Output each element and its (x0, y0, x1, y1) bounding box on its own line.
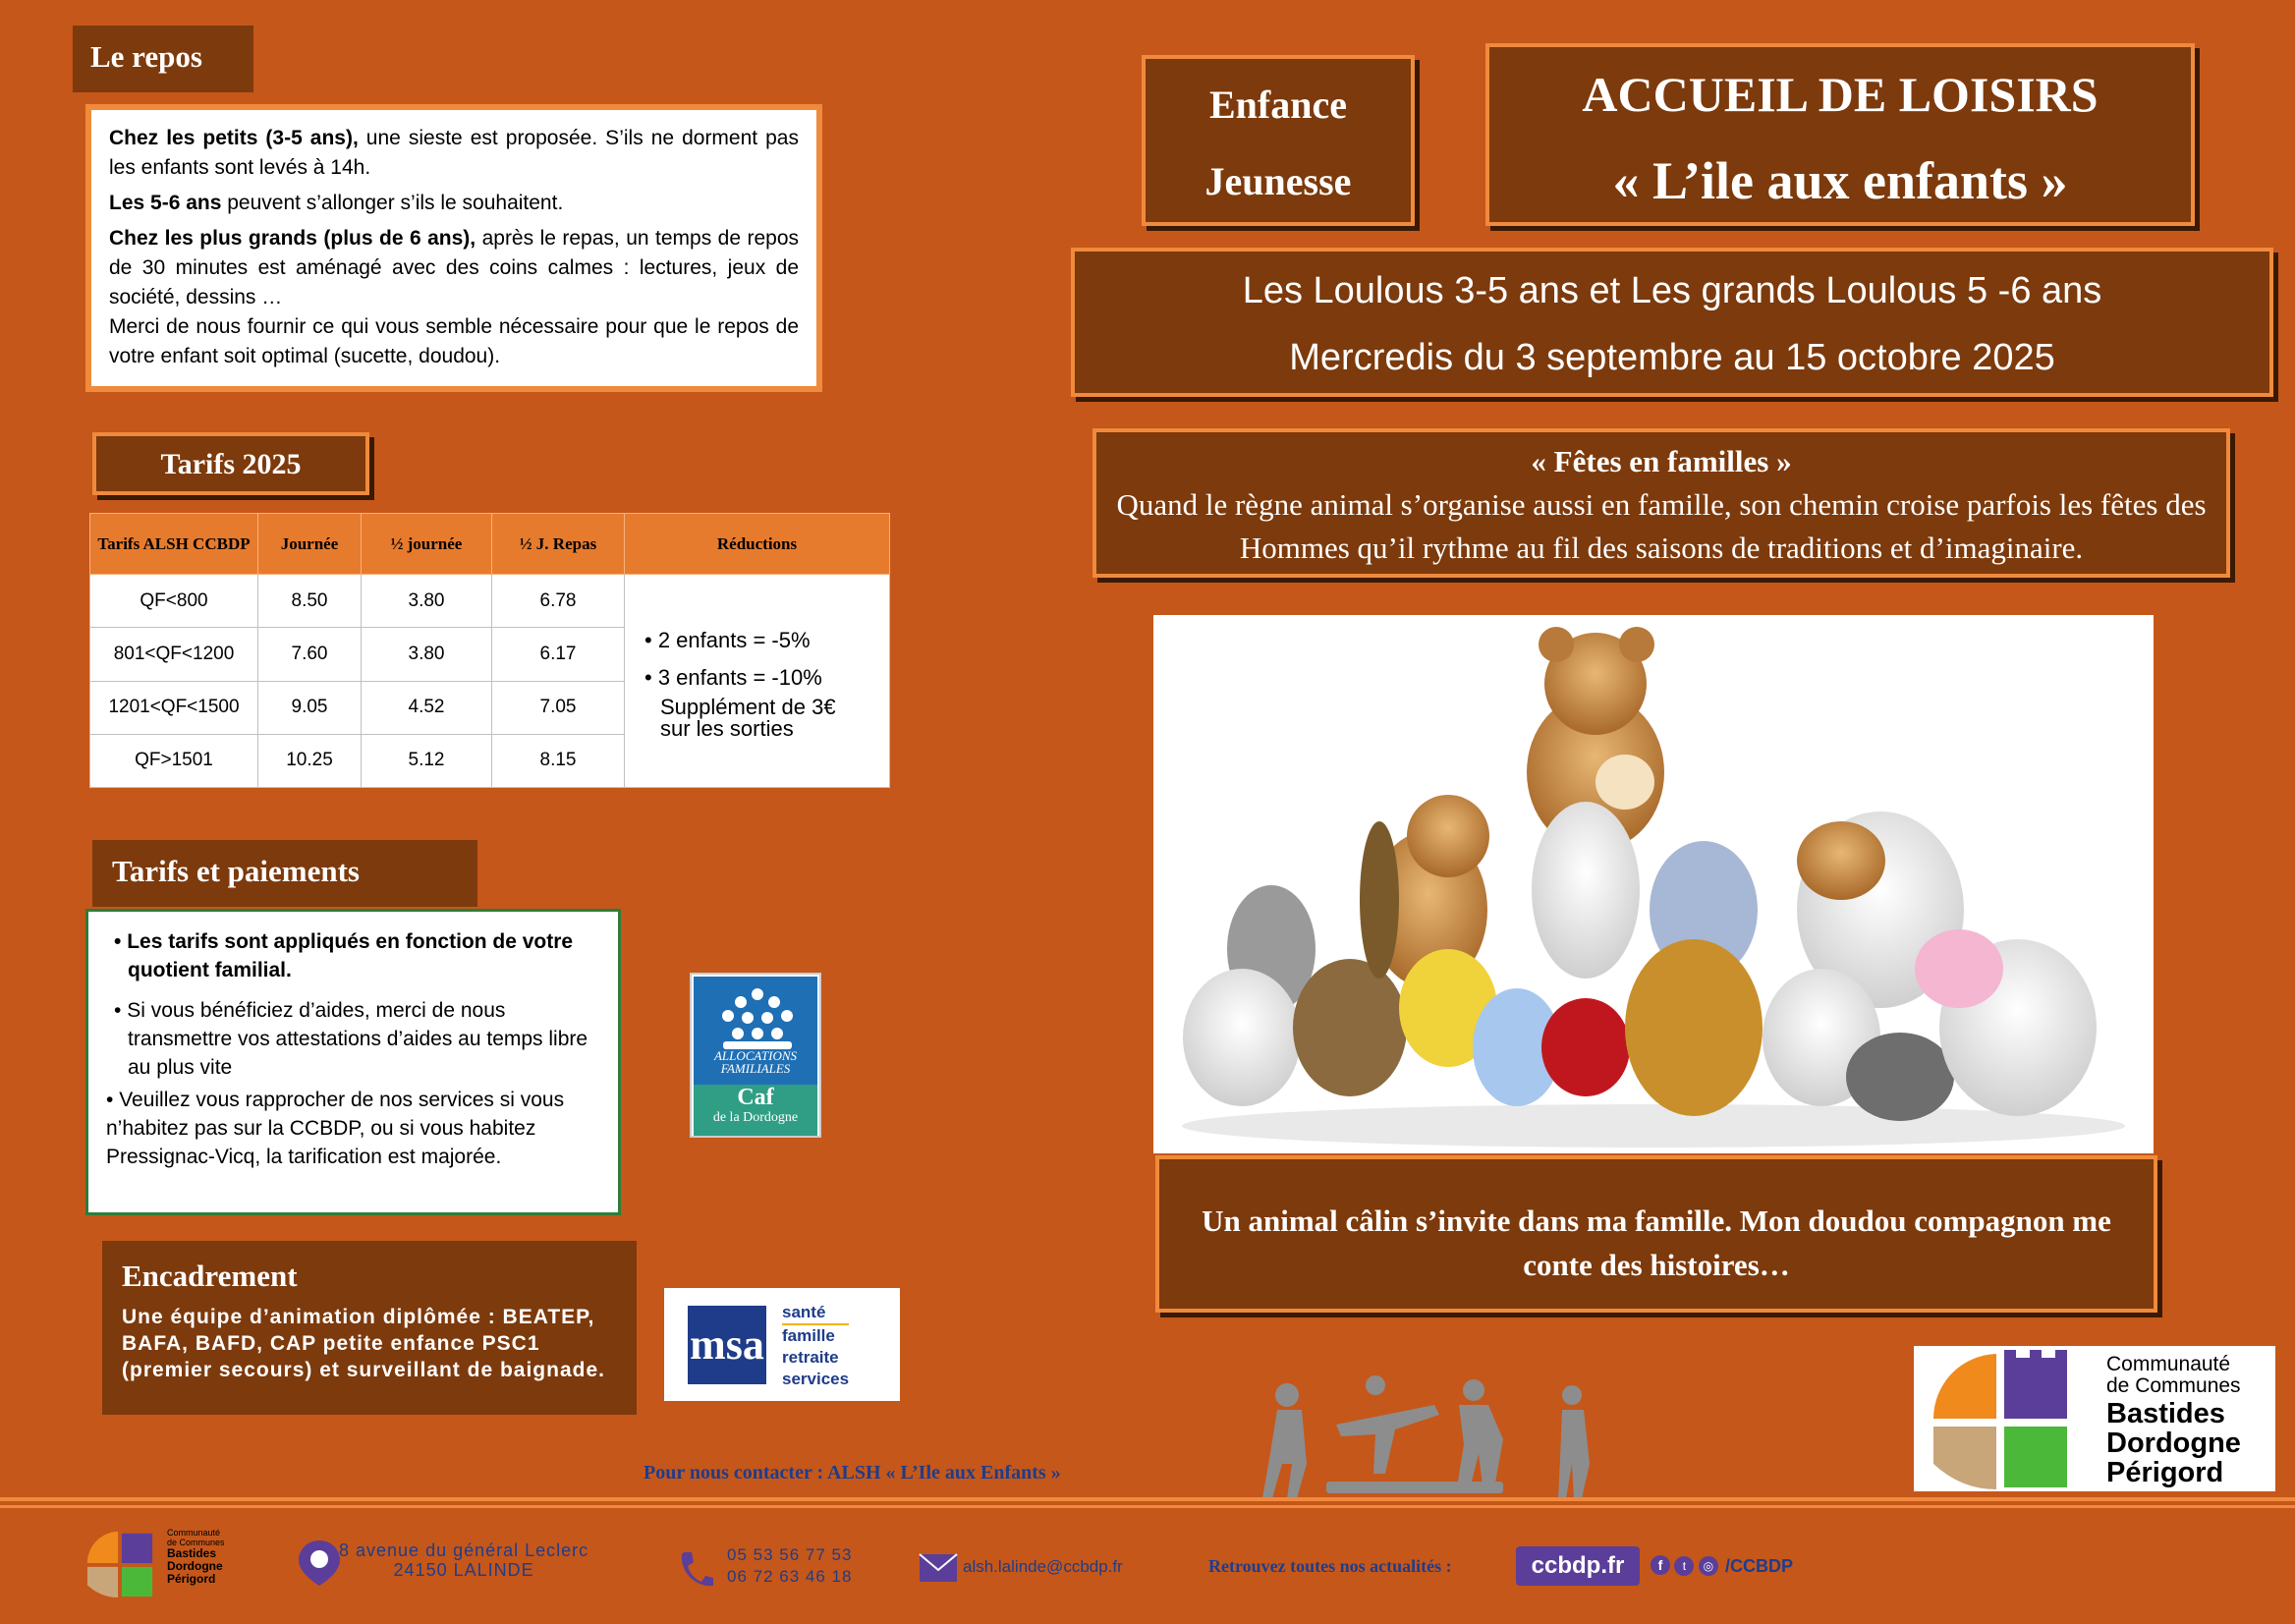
table-row: 801<QF<1200 7.60 3.80 6.17 (90, 628, 890, 681)
repos-paragraph: Chez les petits (3-5 ans), une sieste est proposée. S’ils ne dorment pas les enfants sont levés à 14h. (109, 127, 799, 179)
location-pin-icon (297, 1539, 342, 1588)
footer-divider (0, 1505, 2295, 1508)
animal-calin-box: Un animal câlin s’invite dans ma famille. Mon doudou compagnon me conte des histoires… (1155, 1155, 2157, 1313)
repos-title: Le repos (69, 22, 257, 96)
website-badge[interactable]: ccbdp.fr (1516, 1546, 1640, 1586)
table-row: QF<800 8.50 3.80 6.78 • 2 enfants = -5% • 3 enfants = -10% Supplément de 3€ sur les sorties (90, 575, 890, 628)
ccbdp-logo: Communauté de Communes Bastides Dordogne Périgord (1914, 1346, 2275, 1491)
tarifs-title: Tarifs 2025 (92, 432, 369, 495)
table-header: Réductions (625, 514, 890, 575)
footer-logo: Communauté de Communes Bastides Dordogne Périgord (84, 1528, 252, 1598)
instagram-icon[interactable]: ◎ (1699, 1556, 1718, 1576)
paiements-title: Tarifs et paiements (88, 836, 481, 911)
table-header: Tarifs ALSH CCBDP (90, 514, 258, 575)
facebook-icon[interactable]: f (1651, 1555, 1670, 1575)
phone-icon (676, 1548, 715, 1592)
twitter-icon[interactable]: t (1674, 1556, 1694, 1576)
table-header: ½ journée (362, 514, 492, 575)
address: 8 avenue du général Leclerc 24150 LALINDE (339, 1540, 589, 1580)
contact-title: Pour nous contacter : ALSH « L’Ile aux Enfants » (644, 1462, 1061, 1484)
table-row: QF>1501 10.25 5.12 8.15 (90, 734, 890, 787)
page-title: ACCUEIL DE LOISIRS « L’ile aux enfants » (1485, 43, 2195, 226)
msa-logo: msa santé famille retraite services (664, 1288, 900, 1401)
repos-box (85, 104, 822, 392)
list-item: • Veuillez vous rapprocher de nos services si vous n’habitez pas sur la CCBDP, ou si vous habitez Pressignac-Vicq, la tarification est majorée. (106, 1089, 565, 1168)
repos-paragraph: Chez les plus grands (plus de 6 ans), après le repas, un temps de repos de 30 minutes est aménagé avec des coins calmes : lectures, jeux de société, dessins … (109, 227, 800, 308)
list-item: • Les tarifs sont appliqués en fonction de votre quotient familial. (114, 930, 574, 981)
social-icons (1651, 1555, 1718, 1577)
email-link[interactable]: alsh.lalinde@ccbdp.fr (963, 1557, 1123, 1576)
fetes-box: « Fêtes en familles » Quand le règne animal s’organise aussi en famille, son chemin croise parfois les fêtes des Hommes qu’il rythme au fil des saisons de traditions et d’imaginaire. (1092, 428, 2230, 578)
ccbdp-emblem-icon (1931, 1346, 2069, 1491)
encadrement-title: Encadrement (122, 1259, 298, 1293)
social-handle: /CCBDP (1725, 1556, 1794, 1576)
children-silhouettes-icon (1248, 1366, 1621, 1503)
ccbdp-emblem-icon (84, 1528, 155, 1598)
table-header: Journée (258, 514, 362, 575)
plush-toys-image (1153, 615, 2154, 1153)
encadrement-box (100, 1239, 639, 1417)
repos-paragraph: Les 5-6 ans peuvent s’allonger s’ils le souhaitent. (109, 192, 564, 214)
caf-logo: ALLOCATIONS FAMILIALES Caf de la Dordogne (690, 973, 821, 1138)
table-header: ½ J. Repas (492, 514, 625, 575)
email-icon (919, 1553, 958, 1583)
encadrement-text: Une équipe d’animation diplômée : BEATEP, BAFA, BAFD, CAP petite enfance PSC1 (premier secours) et surveillant de baignade. (122, 1306, 605, 1381)
social-label: Retrouvez toutes nos actualités : (1208, 1556, 1452, 1576)
repos-paragraph: Merci de nous fournir ce qui vous semble nécessaire pour que le repos de votre enfant soit optimal (sucette, doudou). (109, 315, 799, 367)
teddy-bears-icon (1153, 615, 2154, 1153)
list-item: • Si vous bénéficiez d’aides, merci de nous transmettre vos attestations d’aides au temps libre au plus vite (114, 999, 588, 1079)
phone-numbers: 05 53 56 77 53 06 72 63 46 18 (727, 1545, 853, 1586)
subtitle-banner: Les Loulous 3-5 ans et Les grands Loulous 5 -6 ans Mercredis du 3 septembre au 15 octobre 2025 (1071, 248, 2273, 397)
enfance-jeunesse-tag: Enfance Jeunesse (1142, 55, 1415, 226)
tarifs-table (89, 513, 890, 788)
reductions-cell: • 2 enfants = -5% • 3 enfants = -10% Supplément de 3€ sur les sorties (625, 575, 890, 788)
table-row: 1201<QF<1500 9.05 4.52 7.05 (90, 681, 890, 734)
paiements-box (85, 909, 621, 1215)
footer-divider (0, 1497, 2295, 1501)
